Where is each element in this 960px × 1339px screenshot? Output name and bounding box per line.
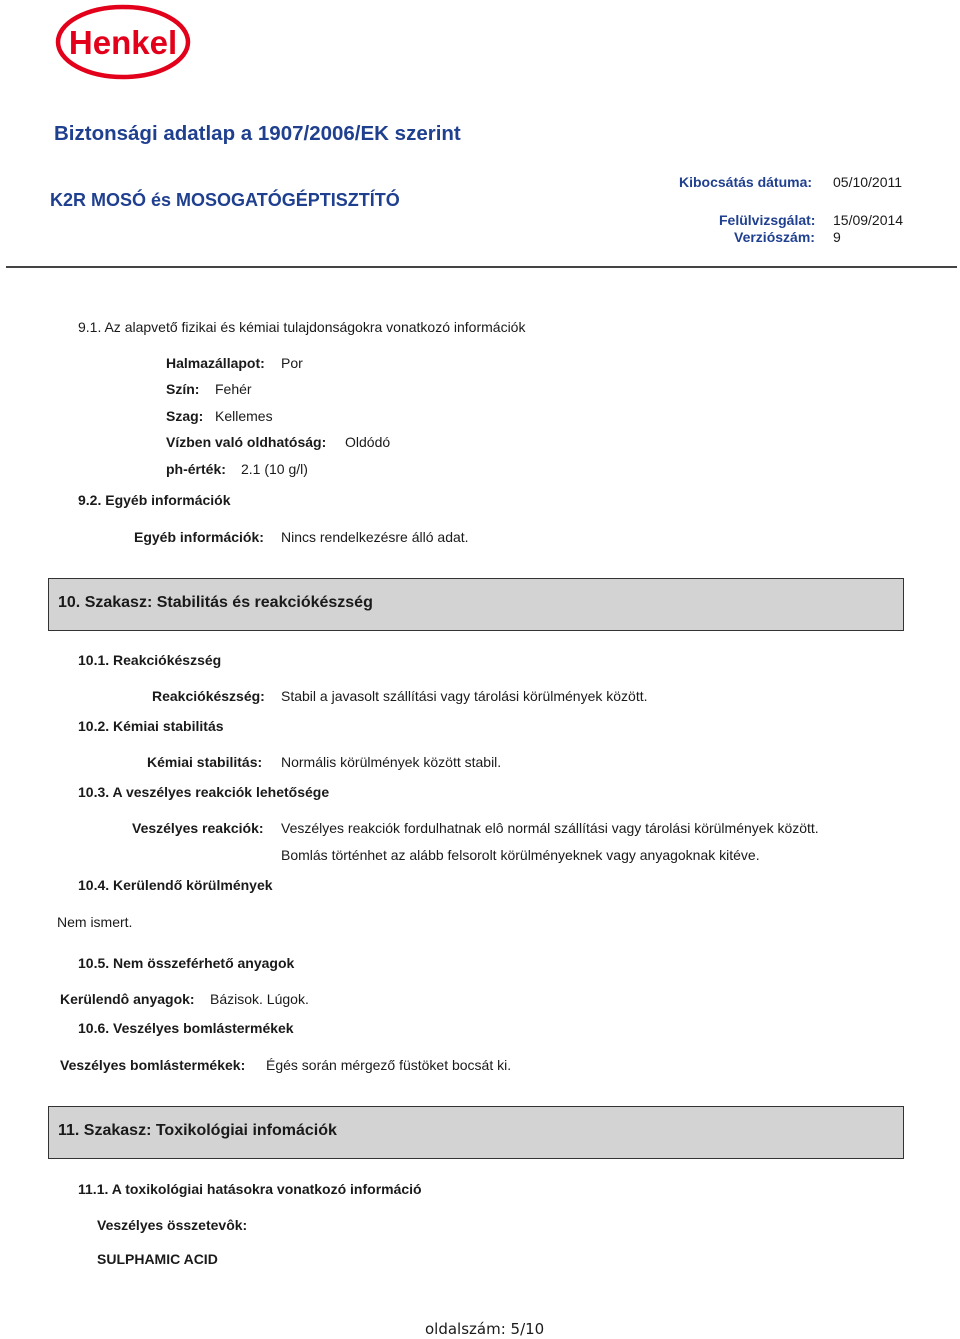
section-10-header bbox=[48, 578, 904, 631]
other-info-value: Nincs rendelkezésre álló adat. bbox=[281, 529, 469, 545]
document-title: Biztonsági adatlap a 1907/2006/EK szerint bbox=[54, 122, 461, 145]
hazardous-reactions-value-1: Veszélyes reakciók fordulhatnak elô normál szállítási vagy tárolási körülmények között. bbox=[281, 820, 819, 836]
heading-10-1: 10.1. Reakciókészség bbox=[78, 652, 222, 668]
ph-value: 2.1 (10 g/l) bbox=[241, 461, 308, 477]
incompatible-materials-label: Kerülendô anyagok: bbox=[60, 991, 195, 1007]
ph-label: ph-érték: bbox=[166, 461, 226, 477]
color-value: Fehér bbox=[215, 381, 252, 397]
state-label: Halmazállapot: bbox=[166, 355, 265, 371]
component-name: SULPHAMIC ACID bbox=[97, 1251, 218, 1267]
section-11-title: 11. Szakasz: Toxikológiai infomációk bbox=[58, 1122, 337, 1139]
other-info-label: Egyéb információk: bbox=[134, 529, 264, 545]
state-value: Por bbox=[281, 355, 303, 371]
color-label: Szín: bbox=[166, 381, 200, 397]
page-number: oldalszám: 5/10 bbox=[425, 1320, 545, 1338]
hazardous-components-label: Veszélyes összetevôk: bbox=[97, 1217, 248, 1233]
decomposition-products-value: Égés során mérgező füstöket bocsát ki. bbox=[266, 1057, 512, 1073]
incompatible-materials-value: Bázisok. Lúgok. bbox=[210, 991, 309, 1007]
heading-10-3: 10.3. A veszélyes reakciók lehetősége bbox=[78, 784, 330, 800]
heading-10-4: 10.4. Kerülendő körülmények bbox=[78, 877, 273, 893]
version-value: 9 bbox=[833, 229, 841, 245]
decomposition-products-label: Veszélyes bomlástermékek: bbox=[60, 1057, 246, 1073]
review-date-label: Felülvizsgálat: bbox=[719, 212, 816, 228]
solubility-value: Oldódó bbox=[345, 434, 391, 450]
heading-10-2: 10.2. Kémiai stabilitás bbox=[78, 718, 224, 734]
hazardous-reactions-label: Veszélyes reakciók: bbox=[132, 820, 264, 836]
header-divider bbox=[6, 266, 957, 268]
issue-date-label: Kibocsátás dátuma: bbox=[679, 174, 813, 190]
henkel-logo bbox=[55, 4, 191, 80]
heading-11-1: 11.1. A toxikológiai hatásokra vonatkozó információ bbox=[78, 1181, 422, 1197]
reactivity-value: Stabil a javasolt szállítási vagy tárolási körülmények között. bbox=[281, 688, 648, 704]
review-date-value: 15/09/2014 bbox=[833, 212, 904, 228]
hazardous-reactions-value-2: Bomlás történhet az alább felsorolt körülményeknek vagy anyagoknak kitéve. bbox=[281, 847, 760, 863]
odor-value: Kellemes bbox=[215, 408, 273, 424]
version-label: Verziószám: bbox=[734, 229, 815, 245]
reactivity-label: Reakciókészség: bbox=[152, 688, 265, 704]
heading-9-2: 9.2. Egyéb információk bbox=[78, 492, 231, 508]
heading-10-5: 10.5. Nem összeférhető anyagok bbox=[78, 955, 295, 971]
section-10-title: 10. Szakasz: Stabilitás és reakciókészség bbox=[58, 594, 373, 611]
odor-label: Szag: bbox=[166, 408, 204, 424]
conditions-to-avoid-value: Nem ismert. bbox=[57, 914, 133, 930]
logo-text: Henkel bbox=[68, 24, 178, 61]
heading-10-6: 10.6. Veszélyes bomlástermékek bbox=[78, 1020, 294, 1036]
product-name: K2R MOSÓ és MOSOGATÓGÉPTISZTÍTÓ bbox=[50, 190, 400, 210]
issue-date-value: 05/10/2011 bbox=[833, 174, 903, 190]
solubility-label: Vízben való oldhatóság: bbox=[166, 434, 327, 450]
heading-9-1: 9.1. Az alapvető fizikai és kémiai tulajdonságokra vonatkozó információk bbox=[78, 319, 526, 335]
chemical-stability-label: Kémiai stabilitás: bbox=[147, 754, 263, 770]
chemical-stability-value: Normális körülmények között stabil. bbox=[281, 754, 502, 770]
section-11-header bbox=[48, 1106, 904, 1159]
